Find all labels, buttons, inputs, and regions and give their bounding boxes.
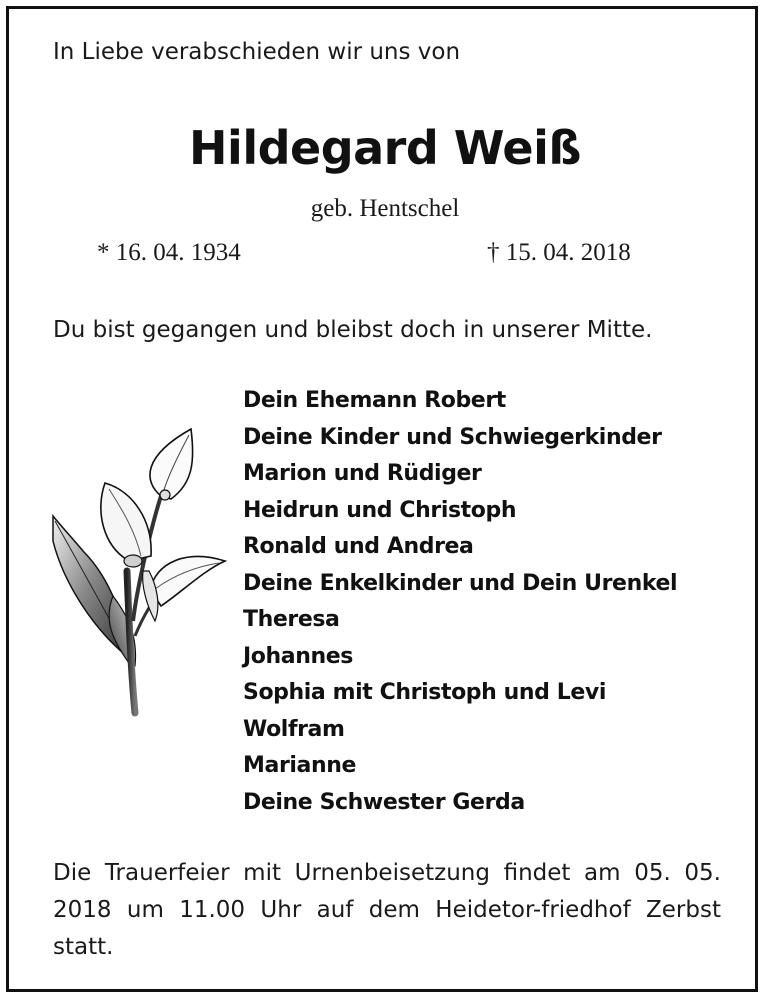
mourner-line: Sophia mit Christoph und Levi [243, 680, 607, 705]
mourner-line: Deine Schwester Gerda [243, 789, 525, 815]
mourner-line: Heidrun und Christoph [243, 497, 517, 523]
mourner-line: Deine Kinder und Schwiegerkinder [243, 424, 662, 450]
deceased-name: Hildegard Weiß [189, 121, 581, 175]
mourner-line: Wolfram [243, 716, 345, 742]
mourner-line: Marianne [243, 753, 357, 778]
birth-date: * 16. 04. 1934 [97, 239, 241, 266]
obituary-notice [6, 6, 758, 992]
mourner-line: Ronald und Andrea [243, 534, 474, 559]
death-date: † 15. 04. 2018 [487, 239, 631, 266]
mourner-line: Dein Ehemann Robert [243, 388, 506, 413]
maiden-name: geb. Hentschel [310, 195, 460, 222]
motto-line: Du bist gegangen und bleibst doch in unserer Mitte. [53, 317, 653, 343]
calla-lily-illustration [43, 421, 233, 717]
mourner-line: Marion und Rüdiger [243, 461, 482, 486]
mourner-line: Johannes [243, 643, 353, 669]
intro-line: In Liebe verabschieden wir uns von [53, 39, 461, 65]
mourners-list [243, 383, 677, 821]
mourner-line: Theresa [243, 607, 340, 632]
mourner-line: Deine Enkelkinder und Dein Urenkel [243, 570, 678, 596]
funeral-notice: Die Trauerfeier mit Urnenbeisetzung findet am 05. 05. 2018 um 11.00 Uhr auf dem Heidetor-friedhof Zerbst statt. [53, 860, 721, 960]
